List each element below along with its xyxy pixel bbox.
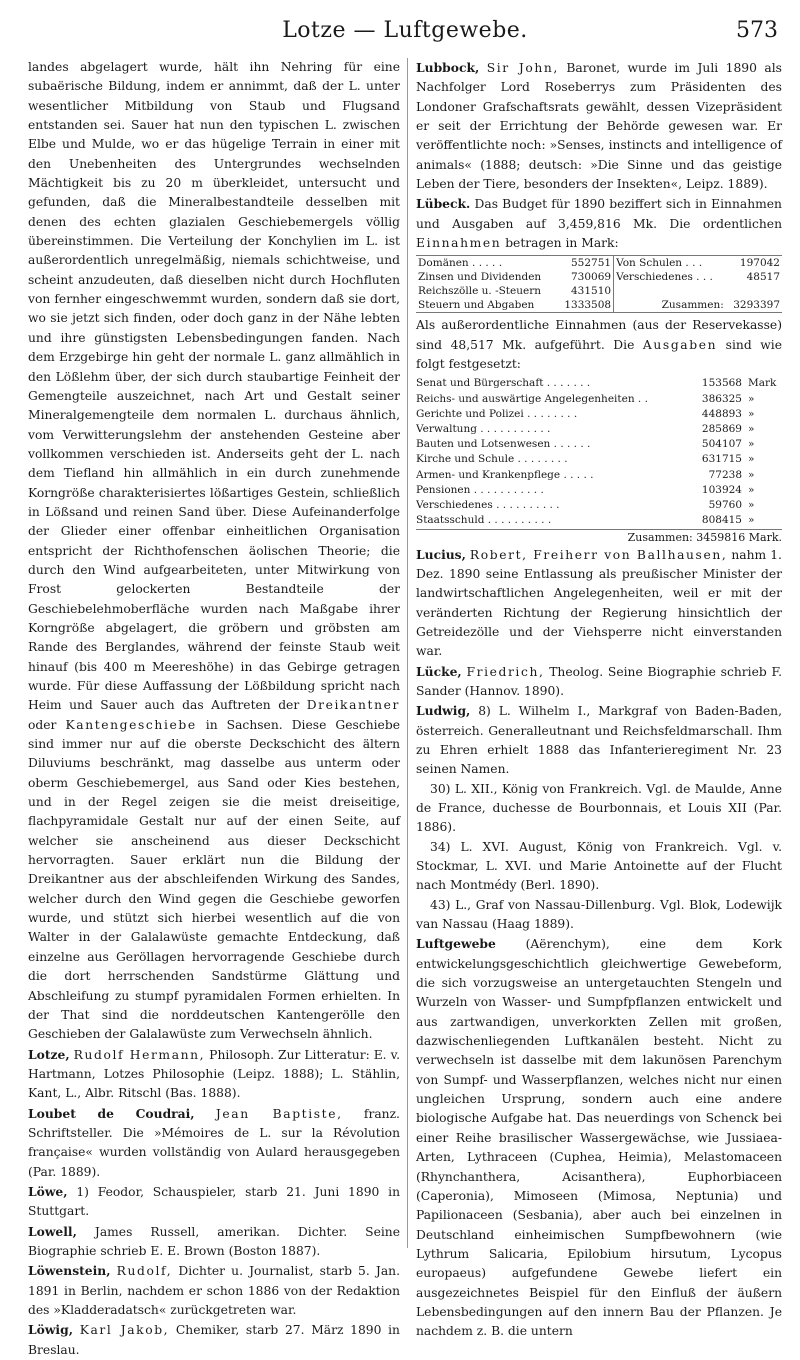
income-value: 730069 bbox=[571, 271, 612, 284]
entry-headword: Lücke, bbox=[416, 663, 462, 679]
expense-label: Staatsschuld . . . . . . . . . . bbox=[416, 514, 552, 527]
entry-text: franz. Schriftsteller. Die »Mémoires de L. sur la Révolution française« wurden vollständig von Aulard herausgegeben (Par. 1889). bbox=[28, 1106, 400, 1179]
income-value: 431510 bbox=[571, 285, 612, 298]
expense-label: Verschiedenes . . . . . . . . . . bbox=[416, 499, 560, 512]
expenses-table bbox=[416, 376, 782, 528]
page-header bbox=[32, 14, 778, 50]
table-row bbox=[416, 468, 782, 483]
entry-name: Friedrich, bbox=[466, 664, 545, 679]
paragraph-text: oder bbox=[28, 717, 57, 732]
expense-value: 153568 bbox=[701, 377, 742, 390]
entry-text: Philosoph. Zur Litteratur: E. v. Hartmann, Lotzes Philosophie (Leipz. 1888); L. Stählin, Kant, L., Albr. Ritschl (Bas. 1888). bbox=[28, 1047, 400, 1101]
income-value: 197042 bbox=[739, 257, 780, 270]
expense-unit: » bbox=[748, 392, 755, 405]
expense-unit: » bbox=[748, 423, 755, 436]
income-value: 48517 bbox=[746, 271, 780, 284]
entry-lowell bbox=[28, 1222, 400, 1262]
entry-text: 1) Feodor, Schauspieler, starb 21. Juni 1890 in Stuttgart. bbox=[28, 1184, 400, 1219]
entry-headword: Löwe, bbox=[28, 1183, 68, 1199]
expense-value: 59760 bbox=[708, 499, 742, 512]
entry-text: betragen in Mark: bbox=[505, 236, 619, 251]
income-value: 1333508 bbox=[564, 299, 612, 312]
expenses-total-value: 3459816 bbox=[696, 530, 746, 544]
table-row bbox=[416, 298, 782, 313]
spaced-term: Dreikantner bbox=[306, 698, 400, 713]
entry-text: nahm 1. Dez. 1890 seine Entlassung als preußischer Minister der landwirtschaftlichen Angelegenheiten, weil er mit der veränderten Richtung der Regierung hinsichtlich der Getreidezölle und der Viehsperre nicht einverstanden war. bbox=[416, 547, 782, 659]
income-total-value: 3293397 bbox=[733, 299, 780, 312]
entry-headword: Lotze, bbox=[28, 1046, 70, 1062]
paragraph-loess bbox=[28, 58, 400, 1045]
entry-ludwig-43: 43) L., Graf von Nassau-Dillenburg. Vgl. Blok, Lodewijk van Nassau (Haag 1889). bbox=[416, 897, 782, 932]
income-table bbox=[416, 255, 782, 313]
expense-value: 631715 bbox=[701, 453, 742, 466]
table-row bbox=[416, 256, 782, 271]
income-label: Steuern und Abgaben bbox=[418, 299, 535, 312]
entry-text: James Russell, amerikan. Dichter. Seine Biographie schrieb E. E. Brown (Boston 1887). bbox=[28, 1224, 400, 1258]
entry-name: Rudolf, bbox=[116, 1264, 173, 1279]
paragraph-text: in Sachsen. Diese Geschiebe sind immer nur auf die oberste Deckschicht des ältern Diluviums beschränkt, mag dasselbe aus unterm oder oberm Geschiebemergel, aus Sand oder Kies bestehen, und in der Regel zeigen sie die meist dreiseitige, flachpyramidale Gestalt nur auf der einen Seite, auf welcher sie anscheinend aus dieser Deckschicht hervorragten. Sauer erklärt nun die Bildung der Dreikantner aus der abschleifenden Wirkung des Sandes, welcher durch den Wind gegen die Geschiebe geworfen wurde, und stützt sich hierbei wesentlich auf die von Walter in der Galalawüste gemachte Entdeckung, daß einzelne aus Geröllagen hervorragende Geschiebe durch die dort herrschenden Sandstürme Glättung und Abschleifung zu stumpf pyramidalen Formen erhielten. In der That sind die norddeutschen Kantengerölle den Geschieben der Galalawüste zum Verwechseln ähnlich. bbox=[28, 717, 400, 1042]
expenses-total-unit: Mark. bbox=[748, 530, 782, 544]
entry-headword: Löwig, bbox=[28, 1322, 73, 1338]
entry-lubbock bbox=[416, 58, 782, 194]
expense-label: Armen- und Krankenpflege . . . . . bbox=[416, 468, 594, 481]
entry-headword: Lowell, bbox=[28, 1223, 77, 1239]
column-divider bbox=[407, 58, 408, 1248]
page-number: 573 bbox=[736, 18, 778, 43]
entry-loewig bbox=[28, 1320, 400, 1360]
table-row bbox=[416, 407, 782, 422]
expense-unit: » bbox=[748, 407, 755, 420]
expenses-total bbox=[416, 529, 782, 545]
table-row bbox=[416, 270, 782, 284]
paragraph-text: landes abgelagert wurde, hält ihn Nehring für eine subaërische Bildung, indem er annimmt, daß der L. unter wesentlicher Mitbildung von Staub und Flugsand entstanden sei. Sauer hat nun den typischen L. zwischen Elbe und Mulde, wo er das hügelige Terrain in einer mit den Unebenheiten des Untergrundes wechselnden Mächtigkeit bis zu 20 m überkleidet, untersucht und gefunden, daß die Mineralbestandteile desselben mit denen des echten glazialen Geschiebemergels völlig übereinstimmen. Die Verteilung der Konchylien im L. ist außerordentlich unregelmäßig, niemals schichtweise, und scheint anzudeuten, daß dieselben nicht durch Hochfluten von fernher eingeschwemmt wurden, sondern daß sie dort, wo sie jetzt sich finden, oder doch ganz in der Nähe lebten und ihre günstigsten Lebensbedingungen fanden. Nach dem Erzgebirge hin geht der normale L. ganz allmählich in den Lößlehm über, der sich durch staubartige Feinheit der Gemengteile auszeichnet, nach Art und Gestalt seiner Mineralgemengteile dem normalen L. durchaus ähnlich, vom Verwitterungslehm der anstehenden Gesteine aber vollkommen verschieden ist. Anderseits geht der L. nach dem Tiefland hin allmählich in ein durch zunehmende Korngröße charakterisiertes lößartiges Gestein, schließlich in Lößsand und reinen Sand über. Diese Aufeinanderfolge der Glieder einer offenbar einheitlichen Organisation entspricht der Richthofenschen äolischen Theorie; die durch den Wind aufgearbeiteten, unter Mitwirkung von Frost gelockerten Bestandteile der Geschiebelehmoberfläche wurden nach Maßgabe ihrer Korngröße abgelagert, die gröbern und gröbsten am Rande des Berglandes, während der feinste Staub weit hinauf (bis 400 m Meereshöhe) in das Gebirge getragen wurde. Für diese Auffassung der Lößbildung spricht nach Heim und Sauer auch das Auftreten der bbox=[28, 60, 400, 713]
expense-label: Kirche und Schule . . . . . . . . bbox=[416, 453, 568, 466]
expense-unit: Mark bbox=[748, 377, 777, 390]
entry-loewe bbox=[28, 1182, 400, 1222]
entry-luecke bbox=[416, 662, 782, 702]
table-row bbox=[416, 392, 782, 407]
entry-name: Karl Jakob, bbox=[79, 1323, 170, 1338]
expense-label: Gerichte und Polizei . . . . . . . . bbox=[416, 407, 578, 420]
expense-label: Pensionen . . . . . . . . . . . bbox=[416, 483, 544, 496]
entry-text: Theolog. Seine Biographie schrieb F. Sander (Hannov. 1890). bbox=[416, 664, 782, 698]
expense-unit: » bbox=[748, 514, 755, 527]
entry-name: Rudolf Hermann, bbox=[73, 1047, 206, 1062]
entry-luftgewebe bbox=[416, 934, 782, 1341]
income-label: Verschiedenes . . . bbox=[614, 270, 726, 284]
right-column bbox=[416, 58, 782, 1342]
entry-name: Jean Baptiste, bbox=[215, 1106, 343, 1121]
entry-ludwig bbox=[416, 701, 782, 779]
entry-headword: Luftgewebe bbox=[416, 936, 496, 952]
expense-value: 386325 bbox=[701, 392, 742, 405]
table-row bbox=[416, 376, 782, 391]
entry-ludwig-34: 34) L. XVI. August, König von Frankreich. Vgl. v. Stockmar, L. XVI. und Marie Antoinette auf der Flucht nach Montmédy (Berl. 1890). bbox=[416, 839, 782, 893]
income-label: Von Schulen . . . bbox=[614, 256, 726, 271]
entry-text: Baronet, wurde im Juli 1890 als Nachfolger Lord Roseberrys zum Präsidenten des Londoner Grafschaftsrats gewählt, dessen Vizepräsident er seit der Errichtung der Behörde gewesen war. Er veröffentlichte noch: »Senses, instincts and intelligence of animals« (1888; deutsch: »Die Sinne und das geistige Leben der Tiere, besonders der Insekten«, Leipz. 1889). bbox=[416, 61, 782, 192]
expense-value: 504107 bbox=[701, 438, 742, 451]
expense-value: 448893 bbox=[701, 407, 742, 420]
table-row bbox=[416, 498, 782, 513]
entry-text: (Aërenchym), eine dem Kork entwickelungsgeschichtlich gleichwertige Gewebeform, die sich vorzugsweise an untergetauchten Stengeln und Wurzeln von Wasser- und Sumpfpflanzen entwickelt und aus zartwandigen, unverkorkten Zellen mit großen, dazwischenliegenden Luftkanälen besteht. Nicht zu verwechseln ist dasselbe mit dem lakunösen Parenchym von Sumpf- und Wasserpflanzen, welches nicht nur einen ungleichen Ursprung, sondern auch eine andere biologische Aufgabe hat. Das neuerdings von Schenck bei einer Reihe brasilischer Wassergewächse, wie Jussiaea-Arten, Lythraceen (Cuphea, Heimia), Melastomaceen (Rhynchanthera, Acisanthera), Euphorbiaceen (Caperonia), Mimoseen (Mimosa, Neptunia) und Papilionaceen (Sesbania), aber auch bei einzelnen in Deutschland einheimischen Sumpfbewohnern (wie Lythrum Salicaria, Epilobium hirsutum, Lycopus europaeus) aufgefundene Gewebe liefert ein ausgezeichnetes Beispiel für den Einfluß der äußern Lebensbedingungen auf den innern Bau der Pflanzen. Je nachdem z. B. die untern bbox=[416, 937, 782, 1339]
paragraph-luebeck-cont bbox=[416, 316, 782, 374]
entry-text: Das Budget für 1890 beziffert sich in Einnahmen und Ausgaben auf 3,459,816 Mk. Die ordentlichen bbox=[416, 197, 782, 231]
income-label: Zinsen und Dividenden bbox=[418, 271, 542, 284]
entry-loubet bbox=[28, 1104, 400, 1182]
entry-text: Dichter u. Journalist, starb 5. Jan. 1891 in Berlin, nachdem er schon 1886 von der Redaktion des »Kladderadatsch« zurückgetreten war. bbox=[28, 1264, 400, 1317]
income-label: Reichszölle u. -Steuern bbox=[418, 285, 542, 298]
entry-headword: Lubbock, bbox=[416, 60, 480, 75]
entry-headword: Lübeck. bbox=[416, 196, 471, 212]
spaced-term: Ausgaben bbox=[642, 337, 718, 352]
table-row bbox=[416, 437, 782, 452]
expense-value: 77238 bbox=[708, 468, 742, 481]
table-row bbox=[416, 513, 782, 528]
expense-unit: » bbox=[748, 499, 755, 512]
income-value: 552751 bbox=[571, 257, 612, 270]
entry-text: sind wie folgt festgesetzt: bbox=[416, 337, 782, 372]
entry-text: Chemiker, starb 27. März 1890 in Breslau. bbox=[28, 1323, 400, 1357]
expense-unit: » bbox=[748, 468, 755, 481]
spaced-term: Einnahmen bbox=[416, 236, 502, 251]
table-row bbox=[416, 284, 782, 298]
entry-name: Robert, Freiherr von Ballhausen, bbox=[469, 547, 728, 562]
entry-lucius bbox=[416, 545, 782, 662]
running-title: Lotze — Luftgewebe. bbox=[282, 18, 528, 43]
expense-value: 103924 bbox=[701, 483, 742, 496]
expense-unit: » bbox=[748, 483, 755, 496]
expense-unit: » bbox=[748, 438, 755, 451]
entry-headword: Löwenstein, bbox=[28, 1263, 111, 1279]
spaced-term: Kantengeschiebe bbox=[65, 717, 197, 732]
entry-name: Sir John, bbox=[486, 61, 559, 75]
entry-headword: Lucius, bbox=[416, 546, 466, 562]
table-row bbox=[416, 452, 782, 467]
expense-value: 285869 bbox=[701, 423, 742, 436]
entry-ludwig-30: 30) L. XII., König von Frankreich. Vgl. de Maulde, Anne de France, duchesse de Bourbonnais, et Louis XII (Par. 1886). bbox=[416, 781, 782, 835]
entry-luebeck bbox=[416, 194, 782, 253]
table-row bbox=[416, 422, 782, 437]
entry-headword: Loubet de Coudrai, bbox=[28, 1105, 195, 1121]
expense-label: Bauten und Lotsenwesen . . . . . . bbox=[416, 438, 591, 451]
left-column bbox=[28, 58, 400, 1360]
entry-lotze bbox=[28, 1045, 400, 1104]
expense-label: Senat und Bürgerschaft . . . . . . . bbox=[416, 377, 591, 390]
income-label: Domänen . . . . . bbox=[418, 257, 503, 270]
entry-loewenstein bbox=[28, 1261, 400, 1320]
entry-headword: Ludwig, bbox=[416, 703, 471, 719]
expense-value: 808415 bbox=[701, 514, 742, 527]
expense-label: Reichs- und auswärtige Angelegenheiten . . bbox=[416, 392, 648, 405]
table-row bbox=[416, 483, 782, 498]
income-spacer bbox=[614, 284, 782, 298]
expense-label: Verwaltung . . . . . . . . . . . bbox=[416, 423, 551, 436]
entry-text: 8) L. Wilhelm I., Markgraf von Baden-Baden, österreich. Generalleutnant und Reichsfeldmarschall. Ihm zu Ehren erhielt 1888 das Infanterieregiment Nr. 23 seinen Namen. bbox=[416, 704, 782, 777]
entry-text: Als außerordentliche Einnahmen (aus der Reservekasse) sind 48,517 Mk. aufgeführt. Die bbox=[416, 318, 782, 352]
income-total-label: Zusammen: bbox=[614, 298, 726, 313]
expenses-total-label: Zusammen: bbox=[627, 530, 693, 544]
expense-unit: » bbox=[748, 453, 755, 466]
